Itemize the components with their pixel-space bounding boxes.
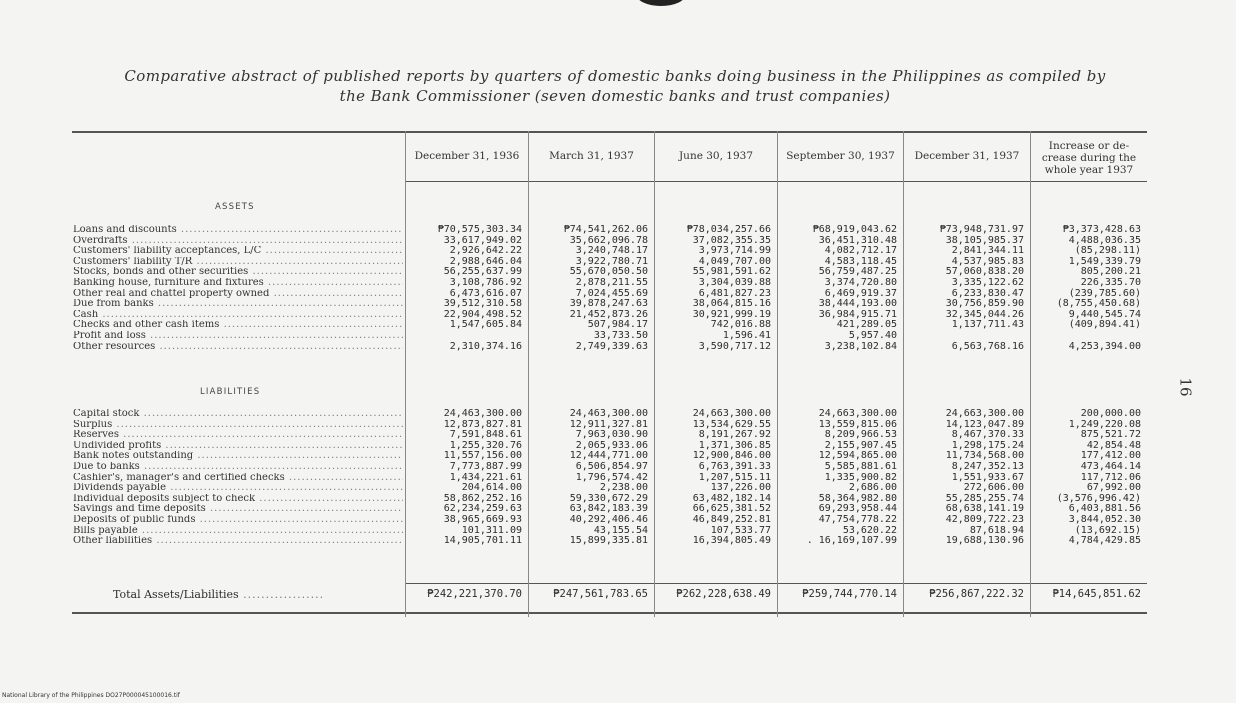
- row-label: Dividends payable .....: [73, 483, 403, 494]
- table-cell: 13,534,629.55: [692, 418, 771, 430]
- table-cell: 62,234,259.63: [443, 503, 522, 515]
- table-cell: 32,345,044.26: [945, 308, 1024, 320]
- assets-heading: ASSETS: [215, 202, 255, 212]
- total-label: Total Assets/Liabilities .....: [113, 588, 324, 601]
- table-cell: 24,663,300.00: [945, 408, 1024, 419]
- total-value: ₱256,867,222.32: [929, 588, 1024, 600]
- assets-value-column: [780, 225, 897, 352]
- table-cell: 36,451,310.48: [818, 234, 897, 246]
- table-cell: 3,374,720.80: [824, 276, 897, 288]
- table-cell: 21,452,873.26: [569, 308, 648, 320]
- table-cell: [1033, 331, 1141, 342]
- table-cell: 22,904,498.52: [443, 308, 522, 320]
- column-divider: [528, 131, 529, 617]
- table-cell: 7,963,030.90: [575, 429, 648, 441]
- table-cell: 1,796,574.42: [575, 471, 648, 483]
- table-cell: ₱73,948,731.97: [939, 224, 1024, 235]
- table-cell: 8,191,267.92: [698, 429, 771, 441]
- table-cell: 1,551,933.67: [951, 471, 1024, 483]
- liabilities-value-column: [1033, 409, 1141, 547]
- page-number: 16: [1176, 377, 1195, 397]
- table-cell: 42,809,722.23: [945, 513, 1024, 525]
- table-cell: 12,900,846.00: [692, 450, 771, 462]
- table-cell: 107,533.77: [710, 524, 771, 536]
- row-label: Stocks, bonds and other securities .....: [73, 267, 403, 278]
- table-cell: 2,988,646.04: [449, 255, 522, 267]
- row-label: Other real and chattel property owned .....: [73, 289, 403, 300]
- table-cell: 53,620.22: [842, 524, 897, 536]
- row-label: Due from banks .....: [73, 299, 403, 310]
- table-cell: 3,922,780.71: [575, 255, 648, 267]
- column-header: September 30, 1937: [786, 150, 895, 162]
- table-cell: (409,894.41): [1068, 319, 1141, 331]
- table-cell: 3,590,717.12: [698, 340, 771, 352]
- row-label: Due to banks .....: [73, 462, 403, 473]
- table-cell: 2,238.00: [599, 482, 648, 494]
- table-cell: [408, 331, 522, 342]
- table-cell: 3,304,039.88: [698, 276, 771, 288]
- table-cell: 4,784,429.85: [1068, 535, 1141, 547]
- table-cell: 226,335.70: [1080, 276, 1141, 288]
- column-header: December 31, 1936: [414, 150, 520, 162]
- assets-value-column: [531, 225, 648, 352]
- table-cell: (8,755,450.68): [1056, 298, 1141, 310]
- row-label: Bills payable .....: [73, 526, 403, 537]
- table-cell: 38,064,815.16: [692, 298, 771, 310]
- table-cell: (3,576,996.42): [1056, 492, 1141, 504]
- table-cell: [906, 331, 1024, 342]
- table-cell: 63,842,183.39: [569, 503, 648, 515]
- table-cell: 1,596.41: [722, 329, 771, 341]
- row-label: Deposits of public funds .....: [73, 515, 403, 526]
- row-label: Profit and loss .....: [73, 331, 403, 342]
- table-cell: 1,249,220.08: [1068, 418, 1141, 430]
- table-cell: 1,434,221.61: [449, 471, 522, 483]
- table-cell: 11,557,156.00: [443, 450, 522, 462]
- table-cell: 58,364,982.80: [818, 492, 897, 504]
- table-cell: 12,911,327.81: [569, 418, 648, 430]
- table-cell: 66,625,381.52: [692, 503, 771, 515]
- assets-value-column: [906, 225, 1024, 352]
- table-bottom-rule: [72, 612, 1147, 614]
- table-cell: 38,965,669.93: [443, 513, 522, 525]
- column-divider: [405, 131, 406, 617]
- column-header: December 31, 1937: [914, 150, 1020, 162]
- table-cell: 6,506,854.97: [575, 460, 648, 472]
- liabilities-labels: [73, 409, 403, 547]
- table-cell: 43,155.54: [593, 524, 648, 536]
- table-cell: 6,233,830.47: [951, 287, 1024, 299]
- table-cell: 67,992.00: [1086, 482, 1141, 494]
- table-cell: 47,754,778.22: [818, 513, 897, 525]
- table-cell: 204,614.00: [461, 482, 522, 494]
- table-cell: 56,255,637.99: [443, 266, 522, 278]
- table-cell: 55,670,050.50: [569, 266, 648, 278]
- table-cell: 3,973,714.99: [698, 245, 771, 257]
- total-value: ₱242,221,370.70: [427, 588, 522, 600]
- row-label: Overdrafts .....: [73, 236, 403, 247]
- table-cell: ₱78,034,257.66: [686, 224, 771, 235]
- table-cell: 2,841,344.11: [951, 245, 1024, 257]
- table-cell: 35,662,096.78: [569, 234, 648, 246]
- table-cell: 57,060,838.20: [945, 266, 1024, 278]
- table-cell: 9,440,545.74: [1068, 308, 1141, 320]
- table-cell: 59,330,672.29: [569, 492, 648, 504]
- table-cell: 4,253,394.00: [1068, 340, 1141, 352]
- row-label: Bank notes outstanding .....: [73, 451, 403, 462]
- table-cell: 63,482,182.14: [692, 492, 771, 504]
- column-header: June 30, 1937: [678, 150, 754, 162]
- total-value: ₱262,228,638.49: [676, 588, 771, 600]
- row-label: Banking house, furniture and fixtures .....: [73, 278, 403, 289]
- table-cell: 68,638,141.19: [945, 503, 1024, 515]
- table-cell: 473,464.14: [1080, 460, 1141, 472]
- row-label: Savings and time deposits .....: [73, 504, 403, 515]
- table-cell: 4,583,118.45: [824, 255, 897, 267]
- total-value: ₱247,561,783.65: [553, 588, 648, 600]
- table-cell: ₱70,575,303.34: [437, 224, 522, 235]
- assets-labels: [73, 225, 403, 352]
- table-cell: 69,293,958.44: [818, 503, 897, 515]
- table-cell: (13,692.15): [1074, 524, 1141, 536]
- table-cell: 24,663,300.00: [818, 408, 897, 419]
- liabilities-value-column: [408, 409, 522, 547]
- assets-value-column: [1033, 225, 1141, 352]
- table-cell: 15,899,335.81: [569, 535, 648, 547]
- table-cell: 5,585,881.61: [824, 460, 897, 472]
- table-cell: 2,065,933.06: [575, 439, 648, 451]
- table-cell: 33,733.50: [593, 329, 648, 341]
- column-divider: [777, 131, 778, 617]
- table-cell: 38,105,985.37: [945, 234, 1024, 246]
- table-cell: 2,155,907.45: [824, 439, 897, 451]
- table-cell: 1,547,605.84: [449, 319, 522, 331]
- table-cell: 805,200.21: [1080, 266, 1141, 278]
- table-cell: 8,247,352.13: [951, 460, 1024, 472]
- table-cell: 101,311.09: [461, 524, 522, 536]
- table-cell: 4,049,707.00: [698, 255, 771, 267]
- table-cell: 3,844,052.30: [1068, 513, 1141, 525]
- table-cell: 39,878,247.63: [569, 298, 648, 310]
- table-cell: 1,371,306.85: [698, 439, 771, 451]
- table-cell: 507,984.17: [587, 319, 648, 331]
- table-cell: 12,444,771.00: [569, 450, 648, 462]
- table-cell: 875,521.72: [1080, 429, 1141, 441]
- row-label: Undivided profits .....: [73, 441, 403, 452]
- table-cell: 42,854.48: [1086, 439, 1141, 451]
- title-line-2: the Bank Commissioner (seven domestic banks and trust companies): [339, 87, 891, 105]
- table-cell: 1,137,711.43: [951, 319, 1024, 331]
- document-title: [60, 66, 1170, 106]
- liabilities-value-column: [531, 409, 648, 547]
- table-cell: 4,537,985.83: [951, 255, 1024, 267]
- table-cell: . 16,169,107.99: [806, 535, 897, 547]
- column-header: Increase or de- crease during the whole year 1937: [1041, 140, 1137, 176]
- table-cell: 39,512,310.58: [443, 298, 522, 310]
- scan-footer: National Library of the Philippines DO27P000045100016.tif: [2, 692, 180, 699]
- row-label: Capital stock .....: [73, 409, 403, 420]
- table-cell: 7,024,455.69: [575, 287, 648, 299]
- assets-value-column: [657, 225, 771, 352]
- table-cell: 1,255,320.76: [449, 439, 522, 451]
- liabilities-value-column: [780, 409, 897, 547]
- liabilities-value-column: [906, 409, 1024, 547]
- row-label: Reserves .....: [73, 430, 403, 441]
- table-cell: 3,240,748.17: [575, 245, 648, 257]
- table-cell: 40,292,406.46: [569, 513, 648, 525]
- table-cell: 2,686.00: [848, 482, 897, 494]
- table-cell: 1,207,515.11: [698, 471, 771, 483]
- table-cell: 30,756,859.90: [945, 298, 1024, 310]
- column-divider: [654, 131, 655, 617]
- table-cell: 6,469,919.37: [824, 287, 897, 299]
- liabilities-heading: LIABILITIES: [200, 387, 261, 397]
- table-cell: ₱74,541,262.06: [563, 224, 648, 235]
- table-cell: 3,238,102.84: [824, 340, 897, 352]
- table-cell: 19,688,130.96: [945, 535, 1024, 547]
- table-cell: 4,082,712.17: [824, 245, 897, 257]
- table-cell: 117,712.06: [1080, 471, 1141, 483]
- table-cell: 12,873,827.81: [443, 418, 522, 430]
- total-value: ₱259,744,770.14: [802, 588, 897, 600]
- header-bottom-rule: [405, 181, 1147, 182]
- table-cell: 2,749,339.63: [575, 340, 648, 352]
- table-cell: 742,016.88: [710, 319, 771, 331]
- table-cell: 12,594,865.00: [818, 450, 897, 462]
- column-header: March 31, 1937: [549, 150, 634, 162]
- table-cell: 4,488,036.35: [1068, 234, 1141, 246]
- table-cell: 2,310,374.16: [449, 340, 522, 352]
- row-label: Individual deposits subject to check .....: [73, 494, 403, 505]
- table-cell: 6,403,881.56: [1068, 503, 1141, 515]
- table-cell: 36,984,915.71: [818, 308, 897, 320]
- table-cell: 14,905,701.11: [443, 535, 522, 547]
- table-cell: 3,108,786.92: [449, 276, 522, 288]
- table-cell: 1,298,175.24: [951, 439, 1024, 451]
- table-cell: 200,000.00: [1080, 408, 1141, 419]
- table-cell: 37,082,355.35: [692, 234, 771, 246]
- table-cell: 11,734,568.00: [945, 450, 1024, 462]
- table-cell: 46,849,252.81: [692, 513, 771, 525]
- row-label: Customers' liability acceptances, L/C .....: [73, 246, 403, 257]
- total-top-rule: [405, 583, 1147, 584]
- assets-value-column: [408, 225, 522, 352]
- table-cell: 1,549,339.79: [1068, 255, 1141, 267]
- table-cell: 6,763,391.33: [698, 460, 771, 472]
- table-cell: 421,289.05: [836, 319, 897, 331]
- table-cell: 13,559,815.06: [818, 418, 897, 430]
- table-cell: 2,926,642.22: [449, 245, 522, 257]
- liabilities-value-column: [657, 409, 771, 547]
- row-label: Cashier's, manager's and certified checks .....: [73, 473, 403, 484]
- table-cell: 137,226.00: [710, 482, 771, 494]
- table-cell: 58,862,252.16: [443, 492, 522, 504]
- table-cell: 8,467,370.33: [951, 429, 1024, 441]
- table-cell: ₱68,919,043.62: [812, 224, 897, 235]
- table-cell: 56,759,487.25: [818, 266, 897, 278]
- row-label: Other liabilities .....: [73, 536, 403, 547]
- table-cell: 38,444,193.00: [818, 298, 897, 310]
- table-cell: 177,412.00: [1080, 450, 1141, 462]
- column-divider: [1030, 131, 1031, 617]
- row-label: Customers' liability T/R .....: [73, 257, 403, 268]
- table-top-rule: [72, 131, 1147, 133]
- title-line-1: Comparative abstract of published reports by quarters of domestic banks doing business in the Philippines as compiled by: [124, 67, 1106, 85]
- table-cell: 1,335,900.82: [824, 471, 897, 483]
- table-cell: 16,394,805.49: [692, 535, 771, 547]
- table-cell: 6,473,616.07: [449, 287, 522, 299]
- row-label: Cash .....: [73, 310, 403, 321]
- table-cell: 5,957.40: [848, 329, 897, 341]
- table-cell: 24,663,300.00: [692, 408, 771, 419]
- total-value: ₱14,645,851.62: [1052, 588, 1141, 600]
- table-cell: ₱3,373,428.63: [1062, 224, 1141, 235]
- table-cell: 55,981,591.62: [692, 266, 771, 278]
- row-label: Checks and other cash items .....: [73, 320, 403, 331]
- table-cell: 14,123,047.89: [945, 418, 1024, 430]
- table-cell: 7,591,848.61: [449, 429, 522, 441]
- table-cell: (85,298.11): [1074, 245, 1141, 257]
- table-cell: 33,617,949.02: [443, 234, 522, 246]
- table-cell: 30,921,999.19: [692, 308, 771, 320]
- table-cell: 2,878,211.55: [575, 276, 648, 288]
- table-cell: 272,606.00: [963, 482, 1024, 494]
- row-label: Loans and discounts .....: [73, 225, 403, 236]
- row-label: Surplus .....: [73, 420, 403, 431]
- table-cell: 55,285,255.74: [945, 492, 1024, 504]
- column-divider: [903, 131, 904, 617]
- table-cell: (239,785.60): [1068, 287, 1141, 299]
- table-cell: 6,481,827.23: [698, 287, 771, 299]
- table-cell: 6,563,768.16: [951, 340, 1024, 352]
- table-cell: 24,463,300.00: [443, 408, 522, 419]
- table-cell: 3,335,122.62: [951, 276, 1024, 288]
- table-cell: 24,463,300.00: [569, 408, 648, 419]
- table-cell: 7,773,887.99: [449, 460, 522, 472]
- scan-blot: [636, 0, 686, 6]
- row-label: Other resources .....: [73, 342, 403, 353]
- table-cell: 87,618.94: [969, 524, 1024, 536]
- table-cell: 8,209,966.53: [824, 429, 897, 441]
